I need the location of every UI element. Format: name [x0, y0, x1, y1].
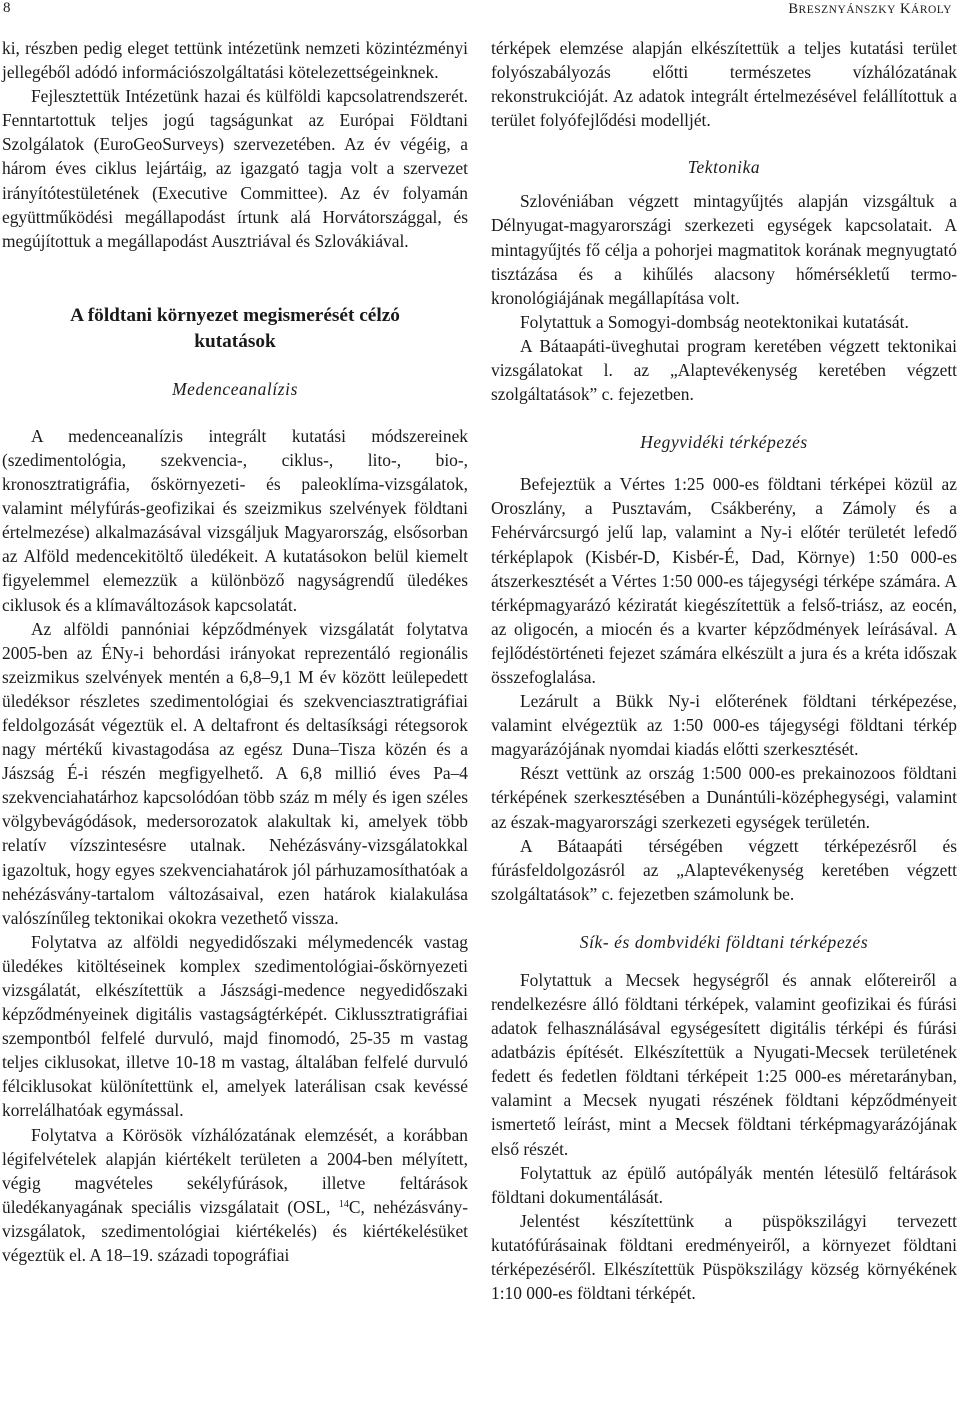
running-head-author — [788, 1, 952, 18]
paragraph: A medenceanalízis integrált kutatási módszereinek (szedimentológia, szekvencia-, ciklus-, lito-, bio-, kronosztratigráfia, őskörnyezeti- és paleoklíma-vizsgálatok, valamint mélyfúrás-geofizikai és szeizmikus szelvények földtani értelmezése) alkalmazásával vizsgáljuk Magyarország, elsősorban az Alföld medencekitöltő üledékeit. A kutatásokon belül kiemelt figyelemmel elemezzük a különböző nagyságrendű üledékes ciklusok és a klímaváltozások kapcsolatát. — [2, 425, 468, 615]
right-column — [491, 36, 957, 1305]
paragraph: ki, részben pedig eleget tettünk intézetünk nemzeti közintézményi jellegéből adódó információszolgáltatási kötelezettségeinknek. — [2, 38, 468, 83]
paragraph: A Bátaapáti-üveghutai program keretében végzett tektonikai vizsgálatokat l. az „Alaptevékenység keretében végzett szolgáltatások” c. fejezetben. — [491, 335, 957, 405]
section-heading-line2: kutatások — [194, 330, 276, 352]
superscript: 14 — [338, 1198, 349, 1210]
paragraph — [2, 1123, 468, 1268]
paragraph: Jelentést készítettünk a püspökszilágyi tervezett kutatófúrásainak földtani eredményeiről, a környezet földtani térképezéséről. Elkészítettük Püspökszilágy község környékének 1:10 000-es földtani térképét. — [491, 1210, 957, 1304]
paragraph-text: C, nehézásvány-vizsgálatok, szedimentológiai kiértékelés) és kiértékelésüket végeztük el. A 18–19. századi topográfiai — [2, 1196, 468, 1266]
paragraph: Fejlesztettük Intézetünk hazai és külföldi kapcsolatrendszerét. Fenntartottuk teljes jogú tagságunkat az Európai Földtani Szolgálatok (EuroGeoSurveys) szervezetében. Az év végéig, a három éves ciklus lejártáig, az igazgató tagja volt a szervezet irányítótestületének (Executive Committee). Az év folyamán együttműködési megállapodást írtunk alá Horvátországgal, és megújítottuk a megállapodást Ausztriával és Szlovákiával. — [2, 86, 468, 251]
paragraph: Folytatva az alföldi negyedidőszaki mélymedencék vastag üledékes kitöltéseinek komplex szedimentológiai-őskörnyezeti vizsgálatát, elkészítettük a Jászsági-medence negyedidőszaki képződményeinek digitális vastagságtérképét. Ciklussztratigráfiai szempontból felfelé durvuló, majd finomodó, 25-35 m vastag teljes ciklusokat, illetve 10-18 m vastag, általában felfelé durvuló félciklusokat különítettünk el, amelyek laterálisan csak kevéssé korrelálhatóak egymással. — [2, 931, 468, 1121]
paragraph: Folytattuk az épülő autópályák mentén létesülő feltárások földtani dokumentálását. — [491, 1162, 957, 1207]
running-header — [0, 0, 960, 20]
paragraph: Az alföldi pannóniai képződmények vizsgálatát folytatva 2005-ben az ÉNy-i behordási irányokat reprezentáló regionális szeizmikus szelvények mentén a 6,8–9,1 M év között leülepedett üledéksor részletes szedimentológiai és szekvenciasztratigráfiai feldolgozását végeztük el. A deltafront és deltasíksági rétegsorok nagy mértékű kivastagodása az egész Duna–Tisza közén és a Jászság É-i részén megfigyelhető. A 6,8 millió éves Pa–4 szekvenciahatárhoz kapcsolódóan több száz m mély és igen széles völgybevágódások, medersorozatok alakultak ki, amelyek több relatív vízszintesésre utalnak. Nehézásvány-vizsgálatokkal igazoltuk, hogy egyes szekvenciahatárok jól párhuzamosíthatóak a nehézásvány-tartalom változásaival, ezen határok kialakulása valószínűleg tektonikai okokra vezethető vissza. — [2, 618, 468, 928]
left-column — [2, 36, 468, 1267]
paragraph: Folytattuk a Mecsek hegységről és annak előtereiről a rendelkezésre álló földtani térképek, valamint geofizikai és fúrási adatok felhasználásával egységesített digitális térképi és fúrási adatbázis építését. Elkészítettük a Nyugati-Mecsek területének fedett és fedetlen földtani térképeit 1:25 000-es méretarányban, valamint a Mecsek nyugati részének földtani képződményeit ismertető leírást, mint a Mecsek földtani térképmagyarázójának első részét. — [491, 969, 957, 1159]
paragraph: A Bátaapáti térségében végzett térképezésről és fúrásfeldolgozásról az „Alaptevékenység keretében végzett szolgáltatások” c. fejezetben számolunk be. — [491, 835, 957, 904]
author-initial-k: K — [900, 1, 912, 17]
author-first-rest: RESZNYÁNSZKY — [798, 4, 896, 16]
subsection-heading: Hegyvidéki térképezés — [640, 432, 808, 453]
author-initial-b: B — [788, 1, 799, 17]
paragraph: Befejeztük a Vértes 1:25 000-es földtani térképei közül az Oroszlány, a Pusztavám, Csákberény, a Zámoly és a Fehérvárcsurgó jelű lap, valamint a Ny-i előtér területét lefedő térképlapok (Kisbér-D, Kisbér-É, Dad, Környe) 1:50 000-es átszerkesztését a Vértes 1:50 000-es tájegységi térképe számára. A térképmagyarázó kéziratát kiegészítettük a felső-triász, az eocén, az oligocén, a miocén és a kvarter képződmények leírásával. A fejlődéstörténeti fejezet számára elkészült a jura és a kréta időszak összefoglalása. — [491, 474, 957, 687]
author-last-rest: ÁROLY — [911, 4, 952, 16]
paragraph: Folytattuk a Somogyi-dombság neotektonikai kutatását. — [520, 311, 909, 332]
paragraph: Szlovéniában végzett mintagyűjtés alapján vizsgáltuk a Délnyugat-magyarországi szerkezeti egységek kapcsolatait. A mintagyűjtés fő célja a pohorjei magmatitok korának megnyugtató tisztázása és a kihűlés alacsony hőmérsékletű termo-kronológiájának megállapítása volt. — [491, 191, 957, 308]
paragraph: Lezárult a Bükk Ny-i előterének földtani térképezése, valamint elvégeztük az 1:50 000-es tájegységi földtani térkép magyarázójának nyomdai kiadás előtti szerkesztését. — [491, 691, 957, 760]
subsection-heading: Tektonika — [687, 157, 761, 178]
subsection-heading: Medenceanalízis — [172, 378, 298, 399]
subsection-heading: Sík- és dombvidéki földtani térképezés — [579, 931, 869, 952]
paragraph: Részt vettünk az ország 1:500 000-es prekainozoos földtani térképének szerkesztésében a Dunántúli-középhegységi, valamint az észak-magyarországi szerkezeti egységek területén. — [491, 763, 957, 832]
page-number: 8 — [3, 0, 11, 16]
paragraph-text: Folytatva a Körösök vízhálózatának elemzését, a korábban légifelvételek alapján kiértékelt területen a 2004-ben mélyített, végig magvételes sekélyfúrások, illetve feltárások üledékanyagának speciális vizsgálatait (OSL, — [2, 1124, 468, 1217]
paragraph: térképek elemzése alapján elkészítettük a teljes kutatási terület folyószabályozás előtti természetes vízhálózatának rekonstrukcióját. Az adatok integrált értelmezésével felállítottuk a terület folyófejlődési modelljét. — [491, 38, 957, 131]
section-heading — [2, 303, 468, 355]
section-heading-line1: A földtani környezet megismerését célzó — [70, 304, 400, 326]
